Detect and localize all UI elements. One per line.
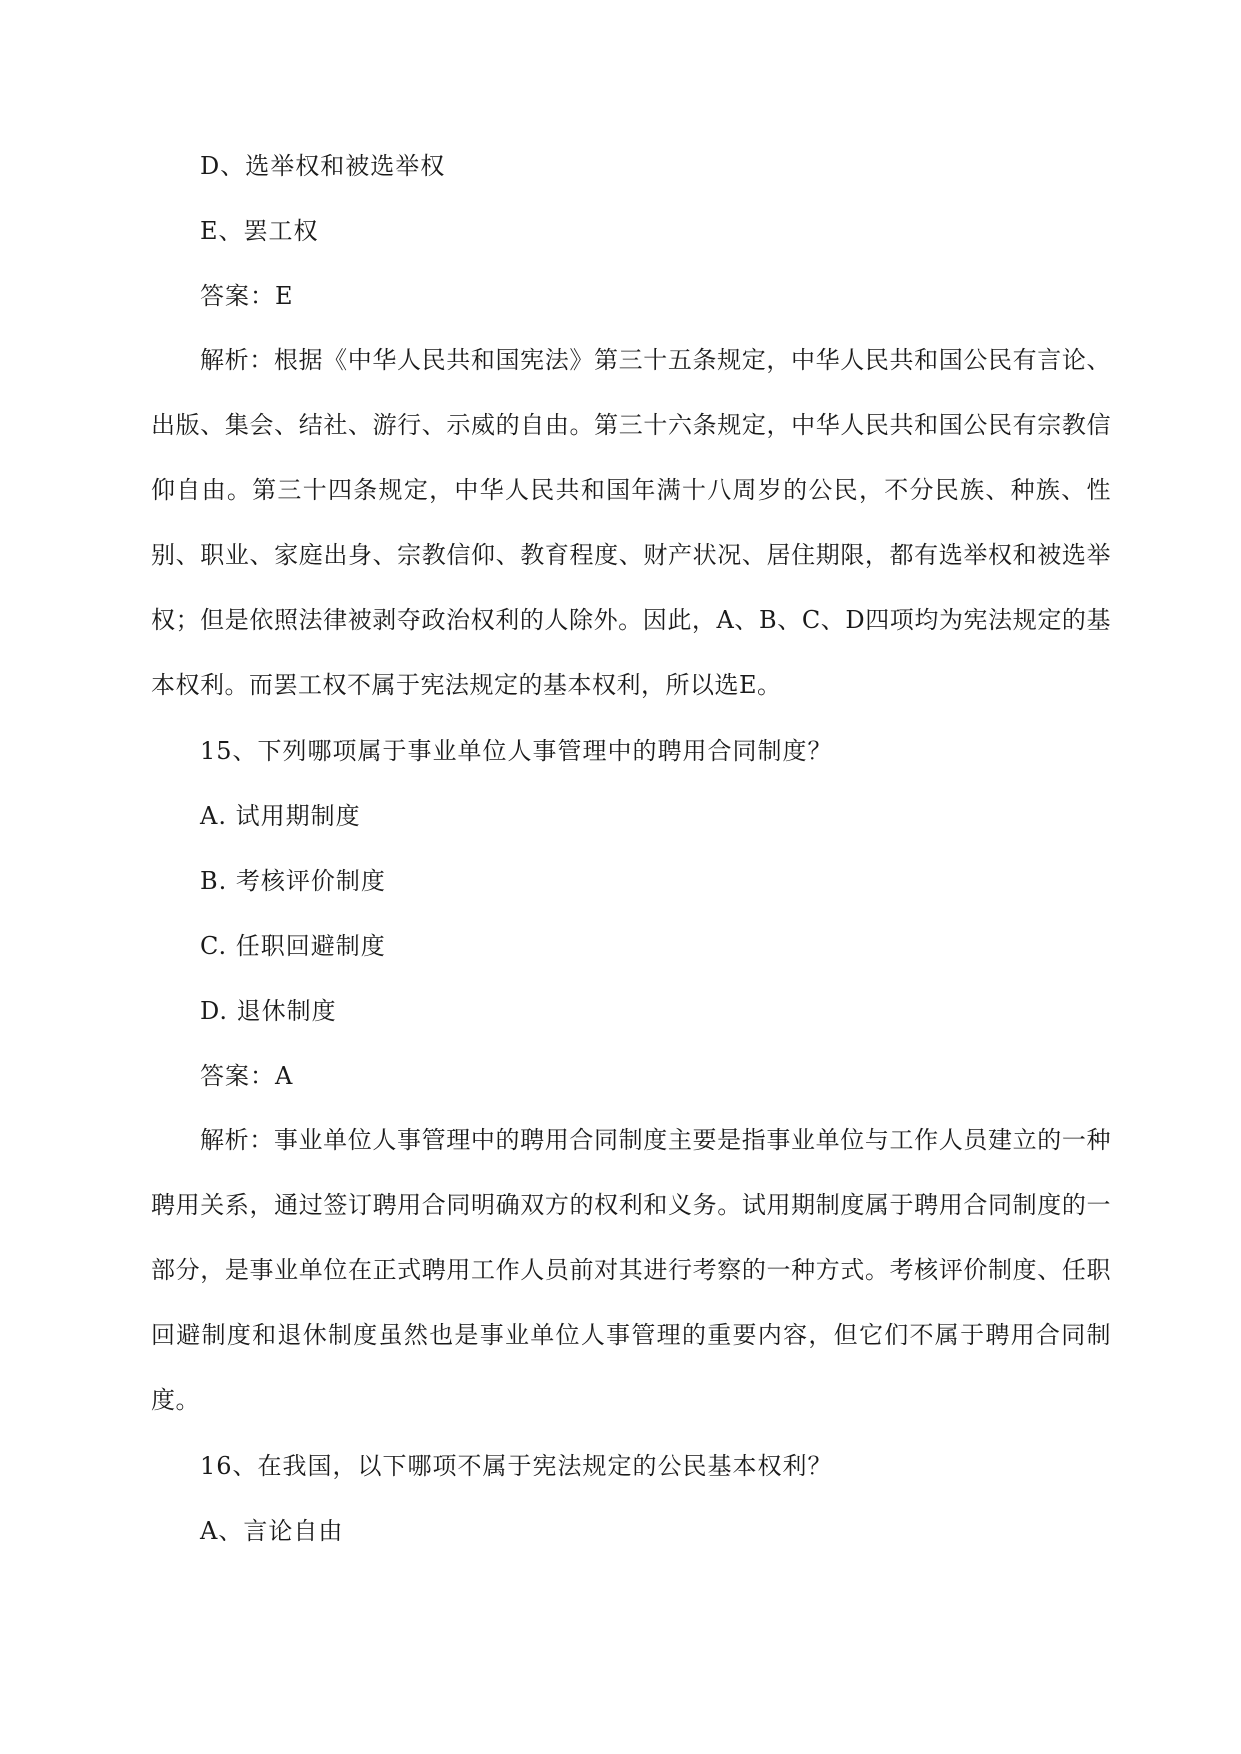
q15-option-d: D. 退休制度 [200,997,337,1025]
q14-answer: 答案：E [200,282,294,310]
q16-option-a: A、言论自由 [200,1517,344,1545]
q15-option-a: A. 试用期制度 [200,802,361,830]
q16-question: 16、在我国，以下哪项不属于宪法规定的公民基本权利？ [200,1452,833,1480]
q15-answer: 答案：A [200,1062,294,1090]
q15-explanation: 解析：事业单位人事管理中的聘用合同制度主要是指事业单位与工作人员建立的一种聘用关系，通过签订聘用合同明确双方的权利和义务。试用期制度属于聘用合同制度的一部分，是事业单位在正式聘用工作人员前对其进行考察的一种方式。考核评价制度、任职回避制度和退休制度虽然也是事业单位人事管理的重要内容，但它们不属于聘用合同制度。 [151,1126,1111,1414]
q15-option-b: B. 考核评价制度 [200,867,386,895]
q15-question: 15、下列哪项属于事业单位人事管理中的聘用合同制度？ [200,737,833,765]
q14-explanation: 解析：根据《中华人民共和国宪法》第三十五条规定，中华人民共和国公民有言论、出版、集会、结社、游行、示威的自由。第三十六条规定，中华人民共和国公民有宗教信仰自由。第三十四条规定，中华人民共和国年满十八周岁的公民，不分民族、种族、性别、职业、家庭出身、宗教信仰、教育程度、财产状况、居住期限，都有选举权和被选举权；但是依照法律被剥夺政治权利的人除外。因此，A、B、C、D四项均为宪法规定的基本权利。而罢工权不属于宪法规定的基本权利，所以选E。 [151,346,1111,699]
q14-option-e: E、罢工权 [200,217,319,245]
q14-option-d: D、选举权和被选举权 [200,152,446,180]
q15-option-c: C. 任职回避制度 [200,932,386,960]
